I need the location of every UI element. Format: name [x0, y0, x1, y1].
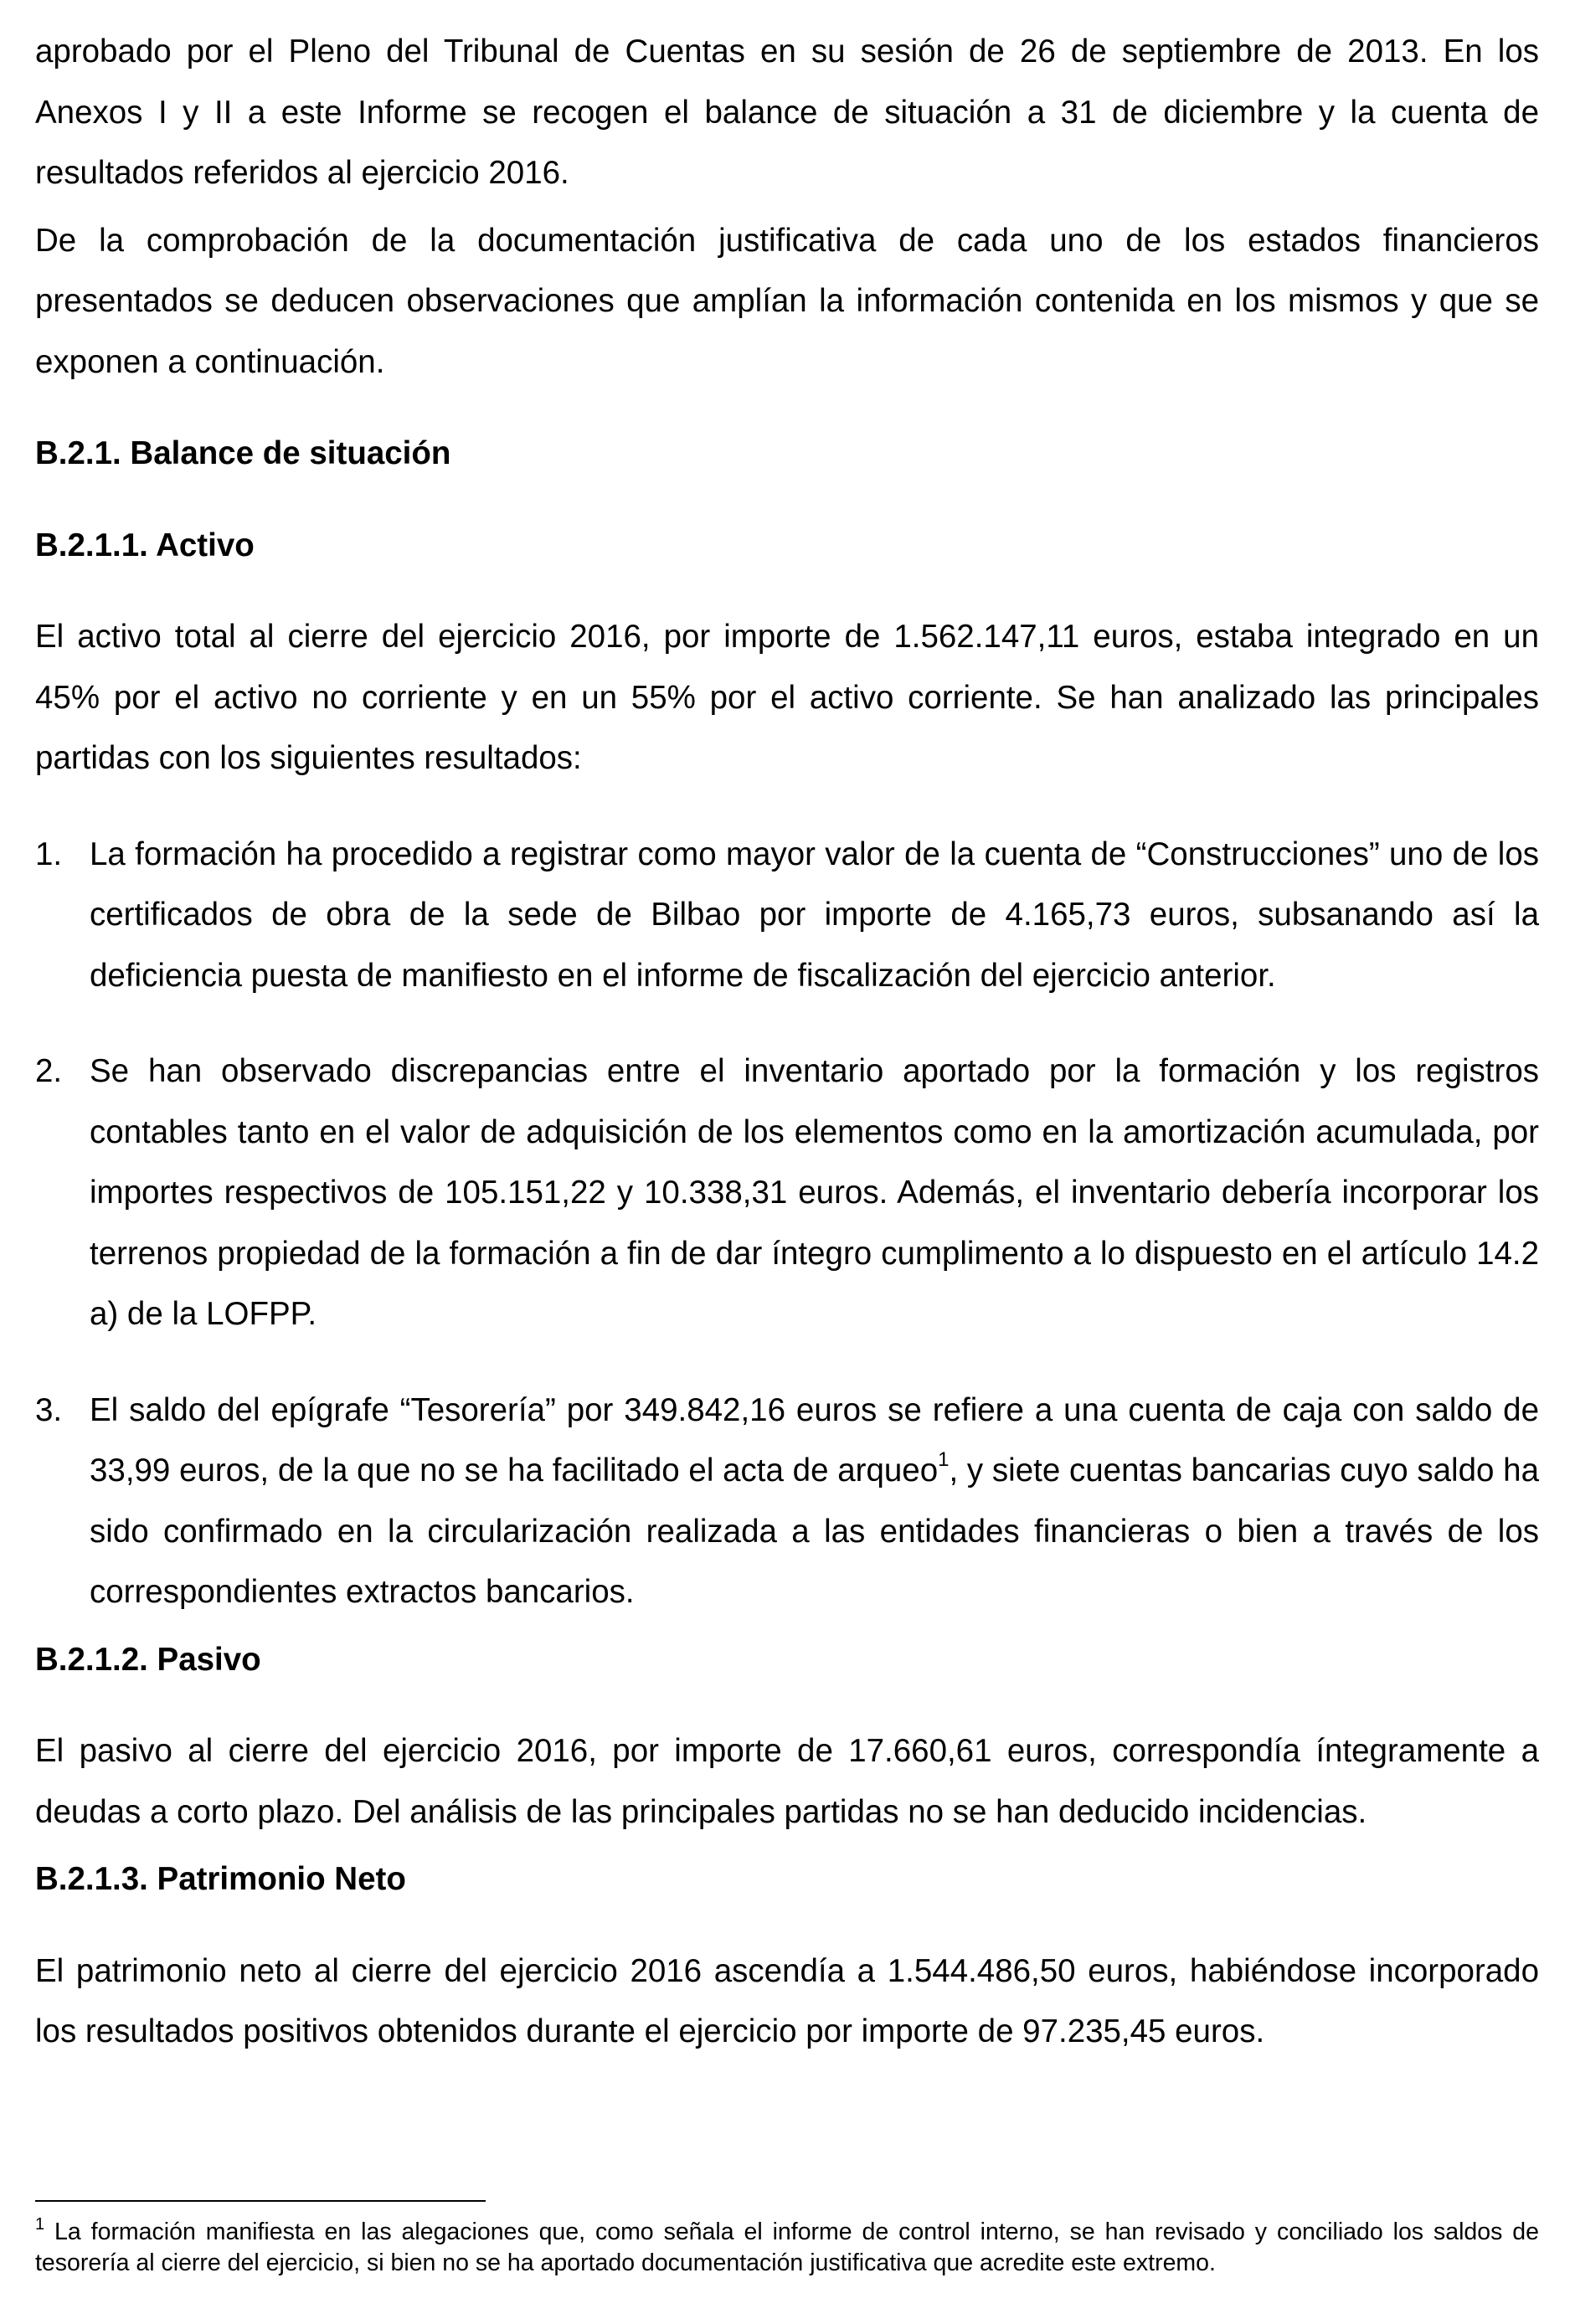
activo-findings-list	[35, 825, 1539, 1623]
footnote-reference[interactable]: 1	[938, 1448, 950, 1472]
activo-paragraph: El activo total al cierre del ejercicio 2016, por importe de 1.562.147,11 euros, estaba integrado en un 45% por el activo no corriente y en un 55% por el activo corriente. Se han analizado las principales partidas con los siguientes resultados:	[35, 619, 1539, 776]
document-body	[35, 22, 1539, 2063]
list-item-text: La formación ha procedido a registrar como mayor valor de la cuenta de “Construcciones” uno de los certificados de obra de la sede de Bilbao por importe de 4.165,73 euros, subsanando así la deficiencia puesta de manifiesto en el informe de fiscalización del ejercicio anterior.	[90, 836, 1539, 994]
intro-paragraph: aprobado por el Pleno del Tribunal de Cuentas en su sesión de 26 de septiembre de 2013. En los Anexos I y II a este Informe se recogen el balance de situación a 31 de diciembre y la cuenta de resultados referidos al ejercicio 2016.	[35, 33, 1539, 191]
list-item-text-start: El saldo del epígrafe “Tesorería” por 349.842,16 euros se refiere a una cuenta de caja con saldo de 33,99 euros, de la que no se ha facilitado el acta de arqueo	[90, 1391, 1539, 1488]
verification-paragraph: De la comprobación de la documentación justificativa de cada uno de los estados financieros presentados se deducen observaciones que amplían la información contenida en los mismos y que se exponen a continuación.	[35, 222, 1539, 380]
list-item-text: Se han observado discrepancias entre el inventario aportado por la formación y los registros contables tanto en el valor de adquisición de los elementos como en la amortización acumulada, por importes respectivos de 105.151,22 y 10.338,31 euros. Además, el inventario debería incorporar los terrenos propiedad de la formación a fin de dar íntegro cumplimento a lo dispuesto en el artículo 14.2 a) de la LOFPP.	[90, 1053, 1539, 1332]
list-item	[35, 1381, 1539, 1623]
section-heading-activo: B.2.1.1. Activo	[35, 527, 255, 563]
section-heading-balance: B.2.1. Balance de situación	[35, 435, 451, 471]
list-item	[35, 1041, 1539, 1345]
list-item-number: 2.	[35, 1053, 63, 1089]
footnote-separator	[35, 2200, 486, 2202]
footnote	[35, 2214, 1539, 2279]
footnote-marker: 1	[35, 2214, 45, 2234]
section-heading-pasivo: B.2.1.2. Pasivo	[35, 1641, 261, 1678]
list-item	[35, 825, 1539, 1007]
list-item-number: 1.	[35, 836, 63, 872]
footnote-text: La formación manifiesta en las alegaciones que, como señala el informe de control interno, se han revisado y conciliado los saldos de tesorería al cierre del ejercicio, si bien no se ha aportado documentación justificativa que acredite este extremo.	[35, 2219, 1539, 2276]
section-heading-patrimonio: B.2.1.3. Patrimonio Neto	[35, 1861, 406, 1897]
pasivo-paragraph: El pasivo al cierre del ejercicio 2016, por importe de 17.660,61 euros, correspondía íntegramente a deudas a corto plazo. Del análisis de las principales partidas no se han deducido incidencias.	[35, 1733, 1539, 1830]
list-item-text-end: , y siete cuentas bancarias cuyo saldo ha sido confirmado en la circularización realizada a las entidades financieras o bien a través de los correspondientes extractos bancarios.	[90, 1452, 1539, 1610]
list-item-text	[90, 1381, 1539, 1623]
patrimonio-paragraph: El patrimonio neto al cierre del ejercicio 2016 ascendía a 1.544.486,50 euros, habiéndose incorporado los resultados positivos obtenidos durante el ejercicio por importe de 97.235,45 euros.	[35, 1952, 1539, 2049]
list-item-number: 3.	[35, 1391, 63, 1428]
